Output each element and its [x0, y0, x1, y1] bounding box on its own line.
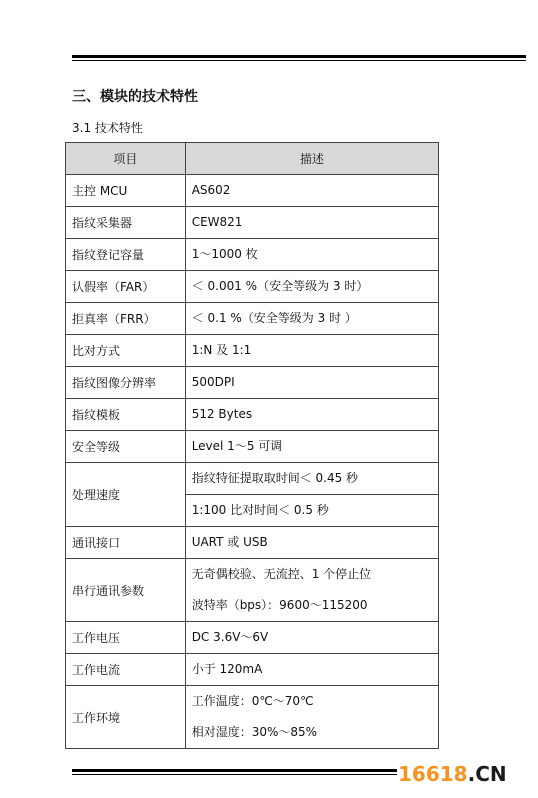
row-value-line: Level 1～5 可调	[191, 439, 283, 453]
spec-table	[65, 142, 439, 749]
row-value	[185, 367, 438, 399]
header-rule-thick	[72, 55, 526, 58]
row-value	[185, 654, 438, 686]
row-value-line: 小于 120mA	[191, 662, 263, 676]
table-row	[66, 335, 439, 367]
row-value	[185, 527, 438, 559]
row-label: 工作电压	[66, 622, 186, 654]
row-label: 处理速度	[66, 463, 186, 527]
row-value	[185, 686, 438, 749]
row-value-line: 1:100 比对时间＜ 0.5 秒	[186, 494, 438, 526]
table-row	[66, 463, 439, 527]
row-label: 主控 MCU	[66, 175, 186, 207]
row-label: 拒真率（FRR）	[66, 303, 186, 335]
table-row	[66, 686, 439, 749]
row-label: 比对方式	[66, 335, 186, 367]
row-value-line: 1～1000 枚	[191, 247, 258, 261]
table-header-row	[66, 143, 439, 175]
row-label: 工作电流	[66, 654, 186, 686]
row-value-line: 指纹特征提取取时间＜ 0.45 秒	[191, 471, 359, 485]
logo-domain: .CN	[467, 762, 507, 786]
column-header-description: 描述	[185, 143, 438, 175]
row-value-line: 1:N 及 1:1	[191, 343, 252, 357]
row-value-line: 相对湿度：30%～85%	[191, 725, 318, 739]
table-row	[66, 239, 439, 271]
footer-rule-thin	[72, 774, 397, 775]
table-row	[66, 303, 439, 335]
row-label: 指纹登记容量	[66, 239, 186, 271]
table-row	[66, 622, 439, 654]
row-value-line: 500DPI	[191, 375, 235, 389]
row-value-line: UART 或 USB	[191, 535, 268, 549]
row-value	[185, 559, 438, 622]
row-label: 认假率（FAR）	[66, 271, 186, 303]
row-value	[185, 175, 438, 207]
row-value-line: AS602	[191, 183, 231, 197]
row-value	[185, 431, 438, 463]
row-value-line: DC 3.6V～6V	[191, 630, 269, 644]
table-row	[66, 399, 439, 431]
table-row	[66, 559, 439, 622]
table-row	[66, 271, 439, 303]
row-value	[185, 239, 438, 271]
table-row	[66, 207, 439, 239]
row-value	[185, 207, 438, 239]
footer-rule-thick	[72, 769, 397, 772]
row-label: 指纹图像分辨率	[66, 367, 186, 399]
row-value	[185, 303, 438, 335]
site-logo	[398, 762, 507, 786]
row-value	[185, 622, 438, 654]
row-label: 串行通讯参数	[66, 559, 186, 622]
row-label: 指纹采集器	[66, 207, 186, 239]
row-label: 指纹模板	[66, 399, 186, 431]
table-row	[66, 367, 439, 399]
row-label: 安全等级	[66, 431, 186, 463]
table-row	[66, 431, 439, 463]
table-row	[66, 527, 439, 559]
header-rule-thin	[72, 60, 526, 61]
row-label: 通讯接口	[66, 527, 186, 559]
column-header-item: 项目	[66, 143, 186, 175]
row-value-line: 512 Bytes	[191, 407, 253, 421]
section-title: 三、模块的技术特性	[72, 89, 198, 105]
row-value	[185, 463, 438, 527]
table-row	[66, 654, 439, 686]
logo-number: 16618	[398, 762, 468, 786]
row-value-line: 无奇偶校验、无流控、1 个停止位	[191, 567, 372, 581]
row-value	[185, 399, 438, 431]
row-value-line: CEW821	[191, 215, 243, 229]
sub-title: 3.1 技术特性	[72, 121, 143, 135]
row-value	[185, 335, 438, 367]
row-value-line: 工作温度：0℃～70℃	[191, 694, 314, 708]
table-row	[66, 175, 439, 207]
row-value-line: ＜ 0.001 %（安全等级为 3 时）	[191, 279, 369, 293]
row-value-line: ＜ 0.1 %（安全等级为 3 时 ）	[191, 311, 357, 325]
row-value	[185, 271, 438, 303]
row-value-line: 波特率（bps）：9600～115200	[191, 598, 368, 612]
row-label: 工作环境	[66, 686, 186, 749]
